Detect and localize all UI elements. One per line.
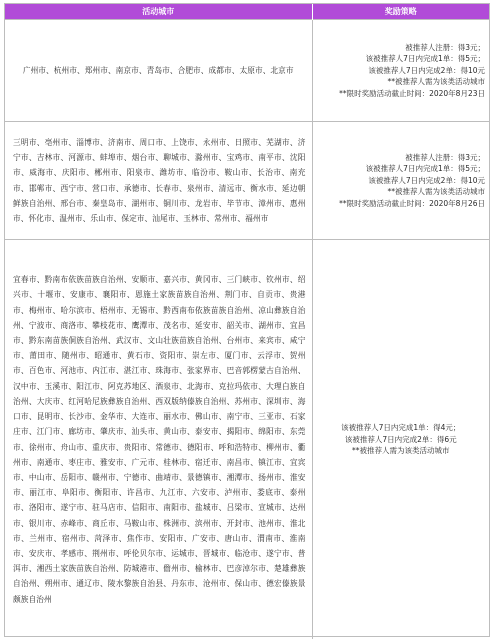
reward-line: 该被推荐人7日内完成2单：得10元 bbox=[368, 65, 485, 75]
reward-line: 该被推荐人7日内完成1单：得4元； bbox=[341, 423, 461, 433]
table-row bbox=[5, 122, 489, 240]
reward-line: 被推荐人注册：得3元； bbox=[405, 152, 485, 162]
reward-cell bbox=[312, 20, 489, 122]
city-cell bbox=[5, 240, 312, 640]
reward-line: 被推荐人注册：得3元； bbox=[405, 42, 485, 52]
reward-line: **限时奖励活动截止时间：2020年8月26日 bbox=[339, 198, 485, 208]
reward-text bbox=[313, 152, 490, 210]
reward-line: **被推荐人需为该类活动城市 bbox=[387, 187, 485, 197]
reward-line: **被推荐人需为该类活动城市 bbox=[352, 446, 450, 456]
city-list: 广州市、杭州市、郑州市、南京市、青岛市、合肥市、成都市、太原市、北京市 bbox=[22, 65, 294, 75]
table-row bbox=[5, 20, 489, 122]
reward-policy-table bbox=[5, 4, 489, 639]
city-cell bbox=[5, 20, 312, 122]
table-row bbox=[5, 240, 489, 640]
reward-line: 该被推荐人7日内完成1单：得5元； bbox=[365, 164, 485, 174]
city-list: 三明市、亳州市、淄博市、济南市、周口市、上饶市、永州市、日照市、芜湖市、济宁市、吉林市、河源市、蚌埠市、烟台市、聊城市、滁州市、宝鸡市、南平市、沈阳市、威海市、庆阳市、郴州市、阳泉市、潍坊市、临汾市、鞍山市、长治市、南充市、邯郸市、西宁市、营口市、承德市、长春市、泉州市、清远市、衡水市、延边朝鲜族自治州、邢台市、秦皇岛市、湖州市、铜川市、龙岩市、毕节市、漳州市、惠州市、怀化市、温州市、乐山市、保定市、汕尾市、玉林市、常州市、福州市 bbox=[13, 137, 306, 223]
header-reward-policy: 奖励策略 bbox=[312, 4, 489, 20]
reward-text bbox=[313, 42, 490, 100]
reward-line: 该被推荐人7日内完成1单：得5元； bbox=[365, 54, 485, 64]
reward-line: 该被推荐人7日内完成2单：得6元 bbox=[344, 434, 457, 444]
reward-policy-table-frame bbox=[4, 3, 490, 637]
reward-text bbox=[313, 422, 490, 457]
reward-cell bbox=[312, 122, 489, 240]
table-header-row bbox=[5, 4, 489, 20]
header-activity-cities: 活动城市 bbox=[5, 4, 312, 20]
reward-cell bbox=[312, 240, 489, 640]
city-list: 宜春市、黔南布依族苗族自治州、安顺市、嘉兴市、黄冈市、三门峡市、钦州市、绍兴市、十堰市、安康市、襄阳市、恩施土家族苗族自治州、荆门市、自贡市、贵港市、梅州市、哈尔滨市、梧州市、无锡市、黔西南布依族苗族自治州、凉山彝族自治州、宁波市、商洛市、攀枝花市、鹰潭市、茂名市、延安市、韶关市、湖州市、宜昌市、黔东南苗族侗族自治州、武汉市、文山壮族苗族自治州、台州市、来宾市、咸宁市、莆田市、随州市、昭通市、黄石市、资阳市、崇左市、厦门市、云浮市、贺州市、百色市、河池市、内江市、湛江市、珠海市、张家界市、巴音郭楞蒙古自治州、汉中市、玉溪市、阳江市、阿克苏地区、酒泉市、北海市、克拉玛依市、大理白族自治州、大庆市、红河哈尼族彝族自治州、西双版纳傣族自治州、苏州市、深圳市、海口市、昆明市、长沙市、金华市、大连市、丽水市、佛山市、南宁市、三亚市、石家庄市、江门市、廊坊市、肇庆市、汕头市、黄山市、泰安市、揭阳市、绵阳市、东莞市、徐州市、舟山市、重庆市、贵阳市、常德市、德阳市、呼和浩特市、柳州市、衢州市、南通市、枣庄市、雅安市、广元市、桂林市、宿迁市、南昌市、镇江市、宜宾市、中山市、岳阳市、赣州市、宁德市、曲靖市、景德镇市、湘潭市、扬州市、淮安市、丽江市、阜阳市、衡阳市、许昌市、九江市、六安市、泸州市、娄底市、泰州市、洛阳市、遂宁市、驻马店市、信阳市、南阳市、盐城市、吕梁市、宣城市、达州市、银川市、赤峰市、商丘市、马鞍山市、株洲市、滨州市、开封市、池州市、淮北市、兰州市、宿州市、菏泽市、焦作市、安阳市、广安市、唐山市、渭南市、淮南市、安庆市、孝感市、荆州市、呼伦贝尔市、运城市、晋城市、临沧市、遂宁市、普洱市、湘西土家族苗族自治州、防城港市、儋州市、榆林市、巴彦淖尔市、楚雄彝族自治州、朔州市、通辽市、陵水黎族自治县、丹东市、沧州市、保山市、德宏傣族景颇族自治州 bbox=[13, 275, 306, 604]
reward-line: **限时奖励活动截止时间：2020年8月23日 bbox=[339, 88, 485, 98]
reward-line: **被推荐人需为该类活动城市 bbox=[387, 77, 485, 87]
reward-line: 该被推荐人7日内完成2单：得10元 bbox=[368, 175, 485, 185]
city-cell bbox=[5, 122, 312, 240]
